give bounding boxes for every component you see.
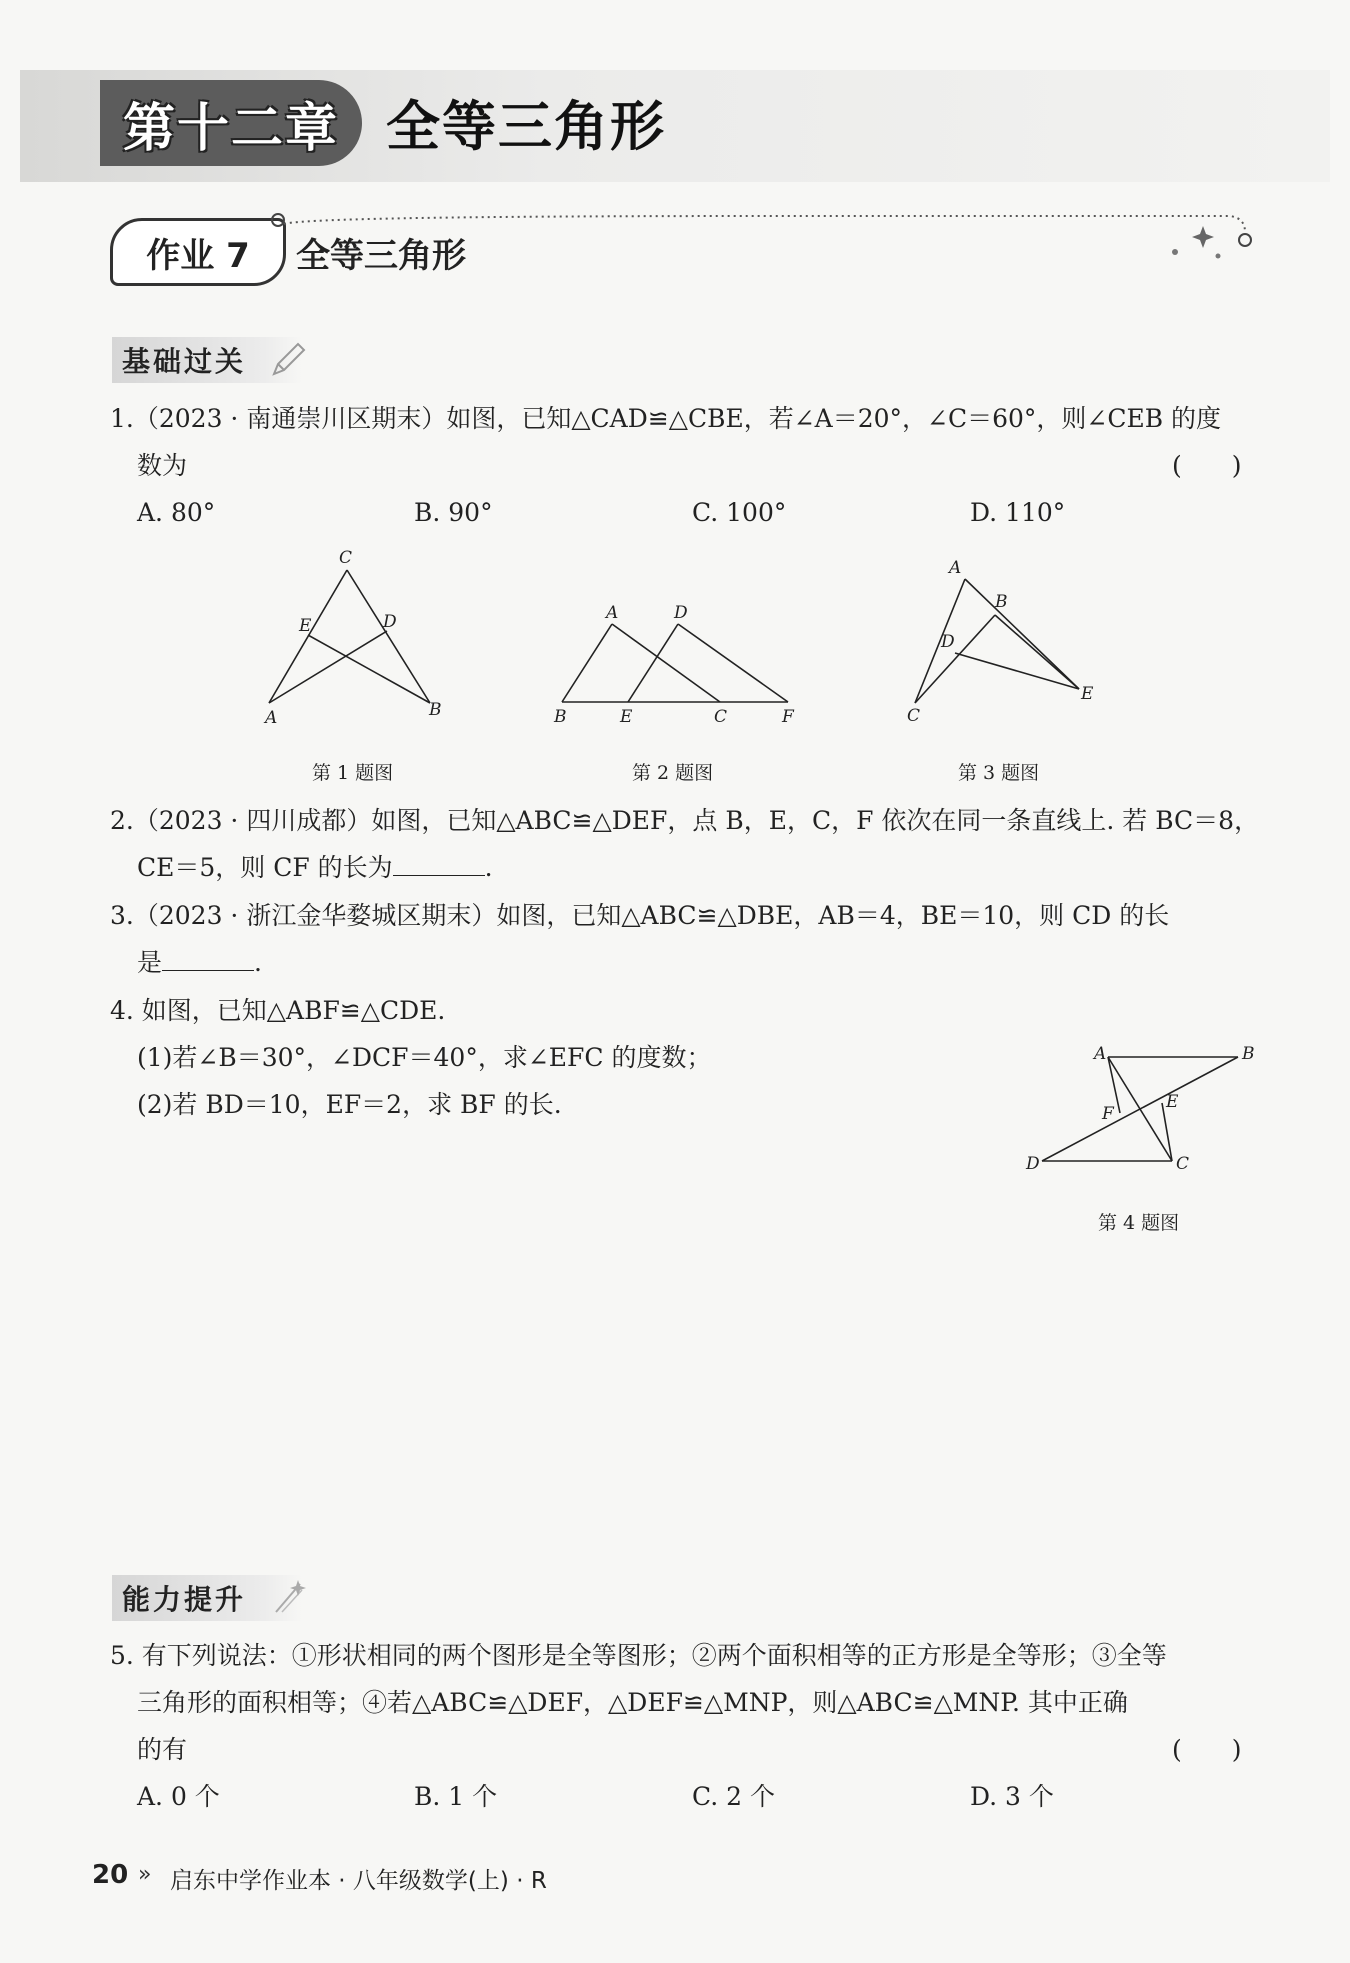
fig2-label-b: B: [554, 707, 567, 727]
fig4-label-c: C: [1176, 1154, 1190, 1174]
book-title: 启东中学作业本 · 八年级数学(上) · R: [170, 1868, 547, 1894]
fig1-label-c: C: [339, 548, 353, 568]
q1-line1: 1.（2023 · 南通崇川区期末）如图，已知△CAD≌△CBE，若∠A＝20°，∠C＝60°，则∠CEB 的度: [110, 404, 1222, 433]
fig2-label-f: F: [782, 707, 794, 727]
q5-option-c: C. 2 个: [692, 1782, 775, 1811]
q3-line2-prefix: 是: [137, 948, 163, 977]
q1-option-c: C. 100°: [692, 498, 787, 527]
fig4-label-f: F: [1102, 1104, 1114, 1124]
pencil-icon: [268, 338, 308, 380]
q5-option-d: D. 3 个: [970, 1782, 1054, 1811]
fig3-label-a: A: [949, 558, 962, 578]
q1-answer-paren: ( ): [1172, 451, 1242, 480]
fig1-caption: 第 1 题图: [312, 762, 394, 784]
fig1-label-e: E: [299, 616, 312, 636]
fig3-label-e: E: [1081, 684, 1094, 704]
q5-line1: 5. 有下列说法：①形状相同的两个图形是全等图形；②两个面积相等的正方形是全等形；③全等: [110, 1641, 1167, 1670]
q3-line1: 3.（2023 · 浙江金华婺城区期末）如图，已知△ABC≌△DBE，AB＝4，BE＝10，则 CD 的长: [110, 901, 1170, 930]
fig1-label-d: D: [383, 612, 397, 632]
fig1-label-a: A: [265, 708, 278, 725]
q2-answer-blank[interactable]: [393, 855, 485, 876]
figure-3: [895, 555, 1115, 725]
q5-option-b: B. 1 个: [414, 1782, 498, 1811]
q2-line2-prefix: CE＝5，则 CF 的长为: [137, 853, 393, 882]
q3-line2-suffix: .: [254, 948, 262, 977]
q3-line2: [137, 950, 262, 975]
section-basic-label: 基础过关: [122, 345, 247, 378]
q1-option-d: D. 110°: [970, 498, 1066, 527]
figure-2: [550, 600, 800, 730]
q5-answer-paren: ( ): [1172, 1735, 1242, 1764]
figure-1: [255, 545, 455, 725]
fig2-label-a: A: [606, 603, 619, 623]
fig3-label-b: B: [995, 592, 1008, 612]
q4-sub2: (2)若 BD＝10，EF＝2，求 BF 的长.: [137, 1090, 562, 1119]
fig3-caption: 第 3 题图: [958, 762, 1040, 784]
fig2-caption: 第 2 题图: [632, 762, 714, 784]
chapter-title: 全等三角形: [386, 95, 666, 158]
q1-option-b: B. 90°: [414, 498, 493, 527]
q5-line2: 三角形的面积相等；④若△ABC≌△DEF，△DEF≌△MNP，则△ABC≌△MNP. 其中正确: [137, 1688, 1128, 1717]
fig4-label-d: D: [1026, 1154, 1040, 1174]
q1-line2: 数为: [137, 451, 188, 480]
homework-title: 全等三角形: [296, 236, 466, 276]
fig4-label-b: B: [1242, 1044, 1255, 1064]
fig4-label-e: E: [1166, 1092, 1179, 1112]
section-advanced-label: 能力提升: [122, 1583, 247, 1616]
dotted-decoration-icon: [270, 212, 1260, 262]
fig2-label-d: D: [674, 603, 688, 623]
fig3-label-c: C: [907, 706, 921, 725]
fig4-caption: 第 4 题图: [1098, 1212, 1180, 1234]
fig4-label-a: A: [1094, 1044, 1107, 1064]
q4-sub1: (1)若∠B＝30°，∠DCF＝40°，求∠EFC 的度数；: [137, 1043, 712, 1072]
fig1-label-b: B: [429, 700, 442, 720]
q2-line2-suffix: .: [484, 853, 493, 882]
q2-line1: 2.（2023 · 四川成都）如图，已知△ABC≌△DEF，点 B，E，C，F 依次在同一条直线上. 若 BC＝8，: [110, 806, 1260, 835]
double-chevron-icon: »: [138, 1862, 152, 1887]
q4-line1: 4. 如图，已知△ABF≌△CDE.: [110, 996, 446, 1025]
q5-line3: 的有: [137, 1735, 188, 1764]
q5-option-a: A. 0 个: [137, 1782, 220, 1811]
q3-answer-blank[interactable]: [162, 950, 254, 971]
q1-option-a: A. 80°: [137, 498, 216, 527]
fig2-label-e: E: [620, 707, 633, 727]
homework-label: 作业 7: [110, 218, 286, 286]
q2-line2: [137, 855, 493, 880]
chapter-label: 第十二章: [100, 80, 362, 166]
figure-4: [1020, 1035, 1270, 1175]
sparkle-icon: [268, 1576, 308, 1618]
fig3-label-d: D: [941, 632, 955, 652]
fig2-label-c: C: [714, 707, 728, 727]
page-number: 20: [92, 1860, 129, 1890]
